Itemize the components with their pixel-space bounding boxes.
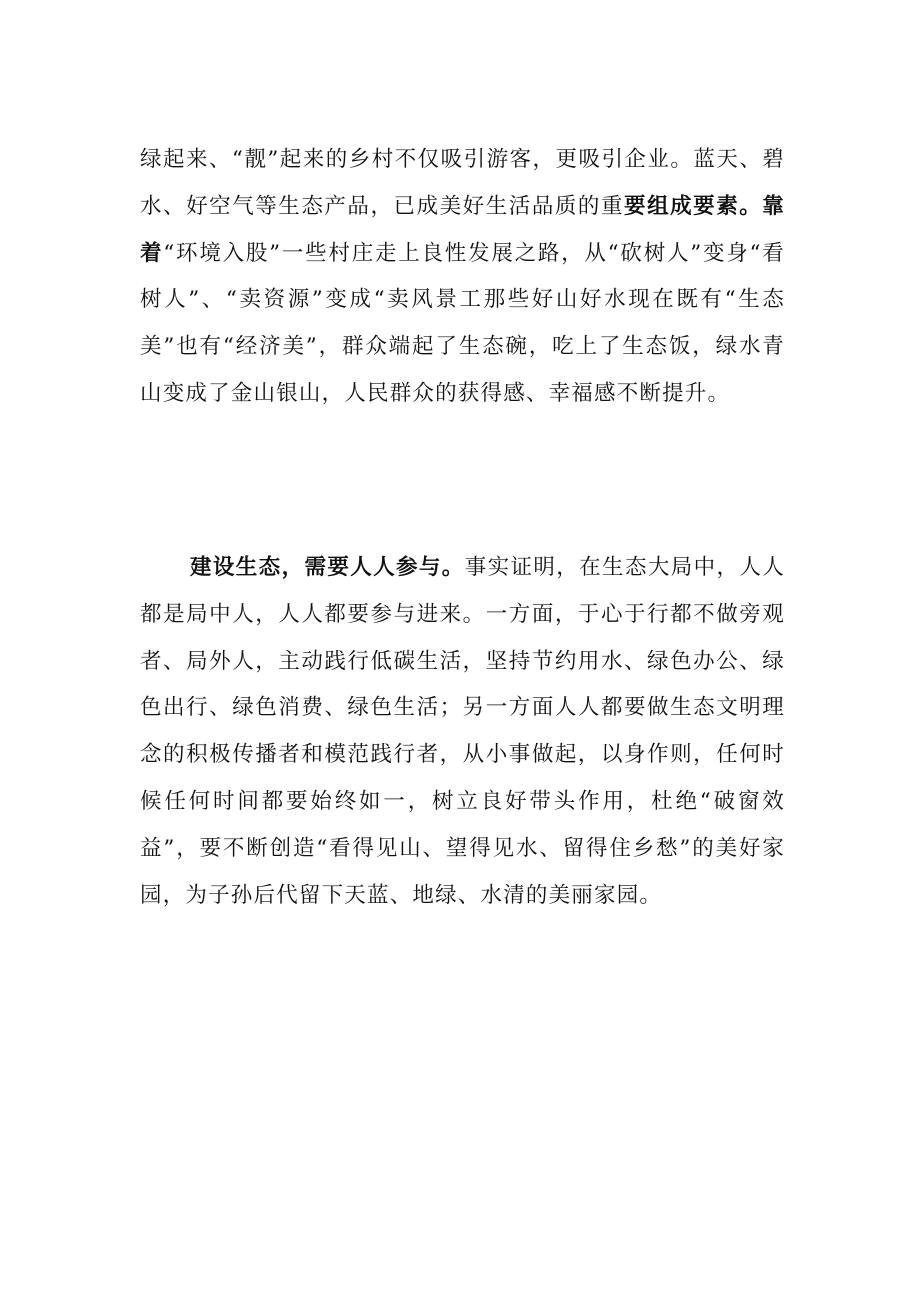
paragraph-everyone-participates (140, 545, 785, 919)
paragraph2-text: 事实证明，在生态大局中，人人都是局中人，人人都要参与进来。一方面，于心于行都不做旁观者、局外人，主动践行低碳生活，坚持节约用水、绿色办公、绿色出行、绿色消费、绿色生活；另一方面人人都要做生态文明理念的积极传播者和模范践行者，从小事做起，以身作则，任何时候任何时间都要始终如一，树立良好带头作用，杜绝“破窗效益”，要不断创造“看得见山、望得见水、留得住乡愁”的美好家园，为子孙后代留下天蓝、地绿、水清的美丽家园。 (140, 555, 785, 908)
paragraph-rural-ecology (140, 137, 785, 418)
paragraph1-text-start: 绿起来、“靓”起来的乡村不仅吸引游客，更吸引企业。蓝天、碧水、好空气等生态产品，已成美好生活品质的重 (140, 147, 785, 219)
paragraph2-lead-heading: 建设生态，需要人人参与。 (190, 555, 465, 580)
paragraph1-text-end: “环境入股”一些村庄走上良性发展之路，从“砍树人”变身“看树人”、“卖资源”变成“卖风景工那些好山好水现在既有“生态美”也有“经济美”，群众端起了生态碗，吃上了生态饭，绿水青山变成了金山银山，人民群众的获得感、幸福感不断提升。 (140, 240, 786, 406)
paragraph1-bold-phrase: 要组成要素。靠着 (140, 193, 786, 266)
